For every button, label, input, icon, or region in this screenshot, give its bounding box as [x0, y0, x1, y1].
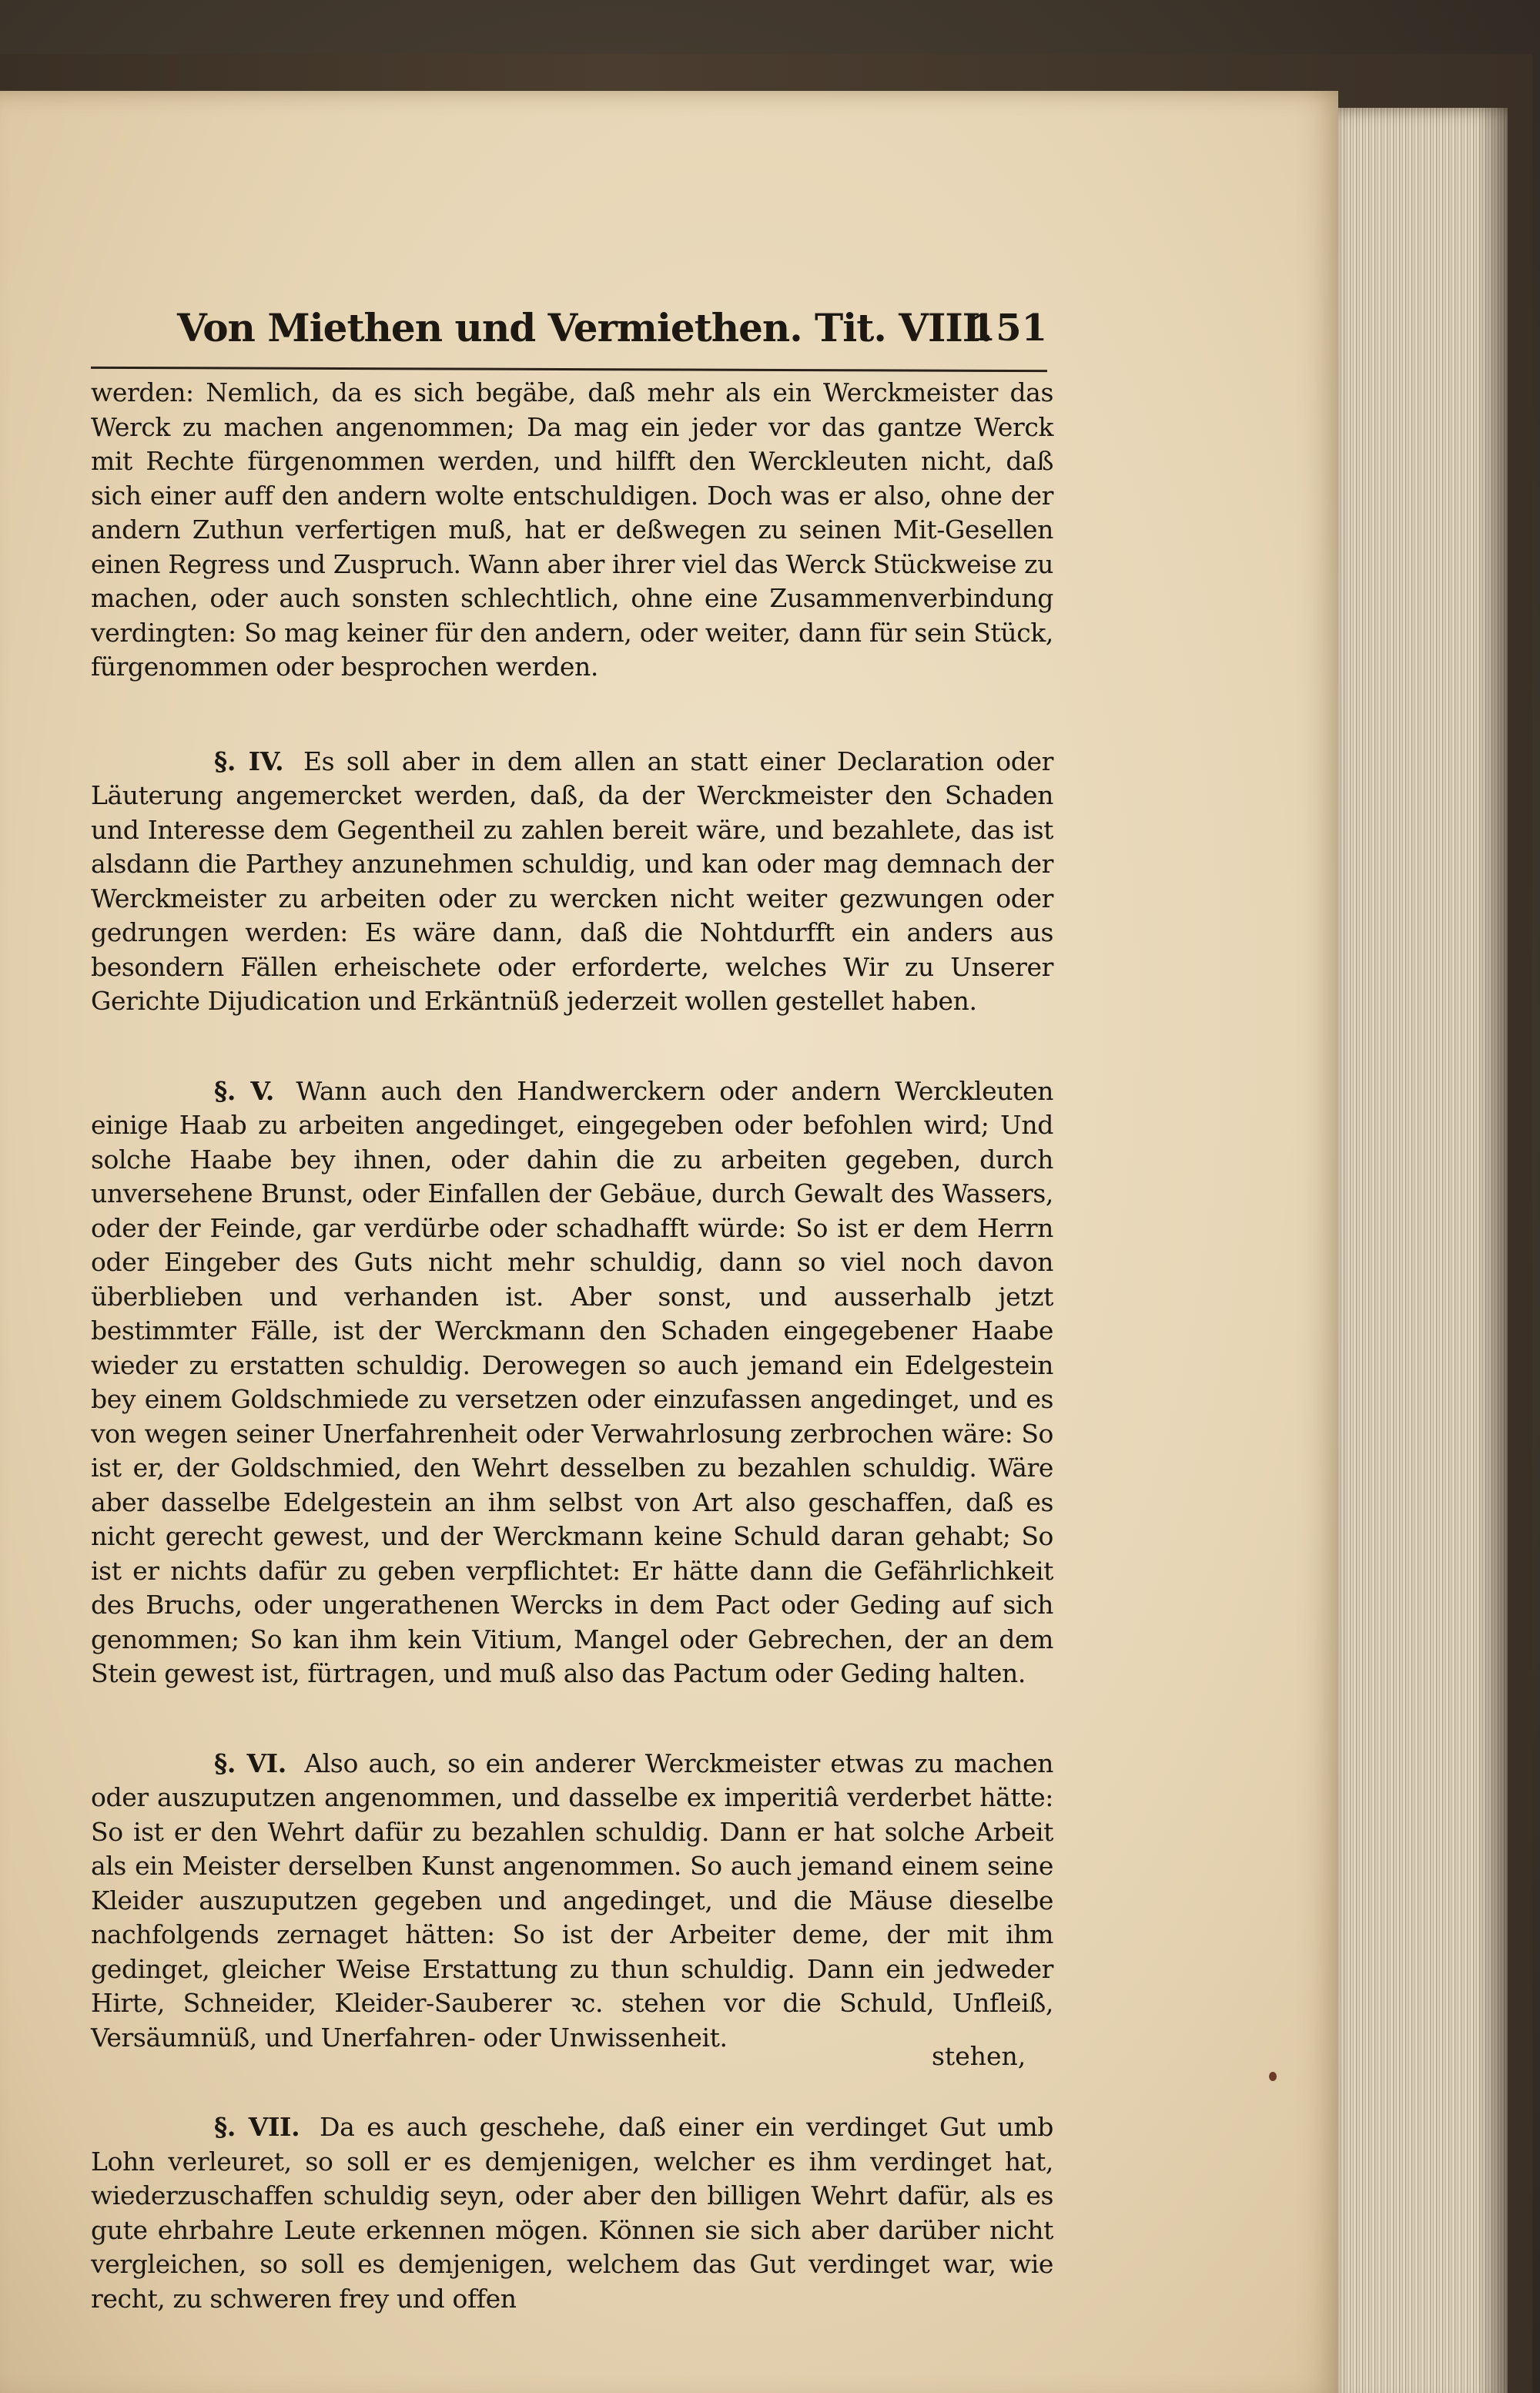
ink-spot [1269, 2072, 1277, 2081]
section-number: §. IV. [214, 746, 284, 776]
paragraph-text: werden: Nemlich, da es sich begäbe, daß mehr als ein Werckmeister das Werck zu machen angenommen; Da mag ein jeder vor das gantze Werck mit Rechte fürgenommen werden, und hilfft den Werckleuten nicht, daß sich einer auff den andern wolte entschuldigen. Doch was er also, ohne der andern Zuthun verfertigen muß, hat er deßwegen zu seinen Mit-Gesellen einen Regress und Zuspruch. Wann aber ihrer viel das Werck Stückweise zu machen, oder auch sonsten schlechtlich, ohne eine Zusammenverbindung verdingten: So mag keiner für den andern, oder weiter, dann für sein Stück, fürgenommen oder besprochen werden. [91, 377, 1053, 682]
paragraph-continuation [91, 376, 1053, 685]
paragraph-section-7 [91, 2110, 1053, 2316]
section-number: §. VI. [214, 1748, 286, 1778]
paragraph-section-5 [91, 1074, 1053, 1691]
paragraph-text: Es soll aber in dem allen an statt einer Declaration oder Läuterung angemercket werden, daß, da der Werckmeister den Schaden und Interesse dem Gegentheil zu zahlen bereit wäre, und bezahlete, das ist alsdann die Parthey anzunehmen schuldig, und kan oder mag demnach der Werckmeister zu arbeiten oder zu wercken nicht weiter gezwungen oder gedrungen werden: Es wäre dann, daß die Nohtdurfft ein anders aus besondern Fällen erheischete oder erforderte, welches Wir zu Unserer Gerichte Dijudication und Erkäntnüß jederzeit wollen gestellet haben. [91, 746, 1053, 1016]
running-title: Von Miethen und Vermiethen. Tit. VIII. [177, 305, 993, 350]
paragraph-section-6 [91, 1747, 1053, 2056]
page-header [177, 305, 1047, 356]
paragraph-text: Da es auch geschehe, daß einer ein verdinget Gut umb Lohn verleuret, so soll er es demjenigen, welcher es ihm verdinget hat, wiederzuschaffen schuldig seyn, oder aber den billigen Wehrt dafür, als es gute ehrbahre Leute erkennen mögen. Können sie sich aber darüber nicht vergleichen, so soll es demjenigen, welchem das Gut verdinget war, wie recht, zu schweren frey und offen [91, 2112, 1054, 2314]
paragraph-text: Wann auch den Handwerckern oder andern Werckleuten einige Haab zu arbeiten angedinget, eingegeben oder befohlen wird; Und solche Haabe bey ihnen, oder dahin die zu arbeiten gegeben, durch unversehene Brunst, oder Einfallen der Gebäue, durch Gewalt des Wassers, oder der Feinde, gar verdürbe oder schadhafft würde: So ist er dem Herrn oder Eingeber des Guts nicht mehr schuldig, dann so viel noch davon überblieben und verhanden ist. Aber sonst, und ausserhalb jetzt bestimmter Fälle, ist der Werckmann den Schaden eingegebener Haabe wieder zu erstatten schuldig. Derowegen so auch jemand ein Edelgestein bey einem Goldschmiede zu versetzen oder einzufassen angedinget, und es von wegen seiner Unerfahrenheit oder Verwahrlosung zerbrochen wäre: So ist er, der Goldschmied, den Wehrt desselben zu bezahlen schuldig. Wäre aber dasselbe Edelgestein an ihm selbst von Art also geschaffen, daß es nicht gerecht gewest, und der Werckmann keine Schuld daran gehabt; So ist er nichts dafür zu geben verpflichtet: Er hätte dann die Gefährlichkeit des Bruchs, oder ungerathenen Wercks in dem Pact oder Geding auf sich genommen; So kan ihm kein Vitium, Mangel oder Gebrechen, der an dem Stein gewest ist, fürtragen, und muß also das Pactum oder Geding halten. [91, 1075, 1053, 1688]
page-number: 151 [969, 307, 1047, 350]
page-edges [1338, 108, 1508, 2393]
section-number: §. VII. [214, 2112, 300, 2142]
catchword: stehen, [932, 2041, 1026, 2071]
section-number: §. V. [214, 1075, 274, 1106]
paragraph-text: Also auch, so ein anderer Werckmeister etwas zu machen oder auszuputzen angenommen, und dasselbe ex imperitiâ verderbet hätte: So ist er den Wehrt dafür zu bezahlen schuldig. Dann er hat solche Arbeit als ein Meister derselben Kunst angenommen. So auch jemand einem seine Kleider auszuputzen gegeben und angedinget, und die Mäuse dieselbe nachfolgends zernaget hätten: So ist der Arbeiter deme, der mit ihm gedinget, gleicher Weise Erstattung zu thun schuldig. Dann ein jedweder Hirte, Schneider, Kleider-Sauberer ꝛc. stehen vor die Schuld, Unfleiß, Versäumnüß, und Unerfahren- oder Unwissenheit. [91, 1748, 1053, 2053]
page-body [91, 376, 1053, 2371]
paragraph-section-4 [91, 745, 1053, 1019]
